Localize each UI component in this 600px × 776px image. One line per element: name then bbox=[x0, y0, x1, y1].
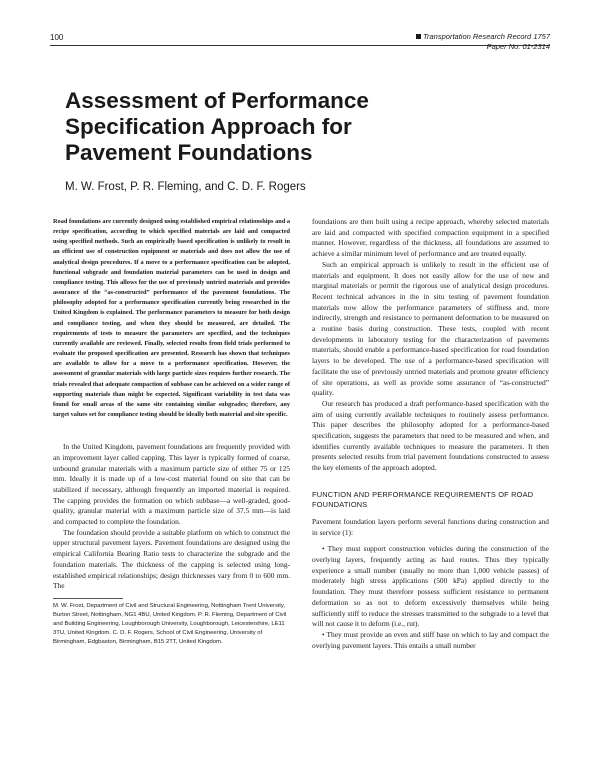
right-column bbox=[312, 217, 549, 651]
header-rule bbox=[50, 45, 550, 46]
section-intro: Pavement foundation layers perform several functions during construction and in service (1): bbox=[312, 516, 549, 537]
footnote-rule bbox=[53, 598, 123, 599]
journal-name: Transportation Research Record 1757 bbox=[422, 32, 550, 41]
body-paragraph: The foundation should provide a suitable platform on which to construct the upper structural pavement layers. Pavement foundations are designed using the empirical California Bearing Ratio tests to characterize the subgrade and the foundation materials. The thickness of the capping is selected using long-established empirical relationships; design thicknesses vary from 0 to 600 mm. The bbox=[53, 527, 290, 591]
body-paragraph: foundations are then built using a recipe approach, whereby selected materials are laid and compacted with specified compaction equipment in a specified manner. However, regardless of the thickness, all foundations are assumed to achieve a similar minimum level of performance and are treated equally. bbox=[312, 217, 549, 259]
bullet-item: • They must support construction vehicles during the construction of the overlying layers, frequently acting as haul routes. Thus they typically experience a small number (usually no more than 1,000 vehicle passes) of moderately high stress applications (500 kPa) applied directly to the foundation. They must therefore possess sufficient resistance to permanent deformation so as not to deform excessively themselves while being sufficiently stiff to reduce the stresses transmitted to the subgrade to a level that will not cause it to deform (i.e., rut). bbox=[312, 544, 549, 629]
authors: M. W. Frost, P. R. Fleming, and C. D. F. Rogers bbox=[65, 181, 306, 193]
left-column bbox=[53, 217, 290, 647]
paper-title: Assessment of Performance Specification Approach for Pavement Foundations bbox=[65, 88, 369, 165]
journal-header bbox=[416, 32, 550, 52]
body-paragraph: In the United Kingdom, pavement foundations are frequently provided with an improvement layer called capping. This layer is typically formed of coarse, unbound granular materials with a maximum particle size of either 75 or 125 mm. Ideally it is made up of a low-cost material found on site that can be stabilized if necessary, although frequently an imported material is required. The capping provides the formation on which subbase—a well-graded, good-quality, granular material with a maximum particle size of 37.5 mm—is laid and compacted to complete the foundation. bbox=[53, 442, 290, 527]
body-paragraph: Our research has produced a draft performance-based specification with the aim of using currently available techniques to routinely assess performance. This paper describes the philosophy adopted for a performance-based specification, suggests the parameters that need to be measured and when, and identifies currently available techniques to measure the parameters. It then presents selected results from trial pavement foundations constructed to assess the key elements of the approach adopted. bbox=[312, 398, 549, 473]
abstract: Road foundations are currently designed using established empirical relationships and a recipe specification, according to which specified materials are laid and compacted using specified methods. Such an empirically based specification is unlikely to result in an efficient use of construction equipment or materials and does not allow the use of analytical design procedures. If a move to a performance specification can be adopted, functional subgrade and foundation material parameters can be used in design and compliance testing. This allows for the use of previously untried materials and provides assurance of the “as-constructed” performance of the pavement foundations. The philosophy adopted for a performance specification currently being researched in the United Kingdom is explained. The performance parameters to measure for both design and compliance testing, and when they should be measured, are detailed. The requirements of tests to measure the parameters are specified, and the techniques currently available are reviewed. Finally, selected results from field trials performed to evaluate the proposed specification are presented. Research has shown that techniques are available to allow for a move to a performance specification. However, the assessment of granular materials with large particle sizes requires further research. The trials revealed that adequate compaction of subbase can be achieved on a wider range of supporting materials than might be expected. Significant variability in test data was found for small areas of the same site containing similar subgrades; therefore, any target values set for compliance testing should be ideally both material and site specific. bbox=[53, 218, 290, 418]
body-paragraph: Such an empirical approach is unlikely to result in the efficient use of materials and equipment. It does not easily allow for the use of new and marginal materials or permit the rigorous use of analytical design procedures. Recent technical advances in the in situ testing of pavement foundation materials now allow the performance parameters of stiffness and, more indirectly, strength and resistance to permanent deformation to be measured on a routine basis during construction. These tests, coupled with recent developments in laboratory testing for the characterization of pavements materials, should enable a performance-based specification for road foundation layers to be developed. The use of a performance-based specification will facilitate the use of previously untried materials and promote greater efficiency of site operations, as well as provide some assurance of “as-constructed” quality. bbox=[312, 259, 549, 398]
page-number: 100 bbox=[50, 33, 64, 42]
paper-number: Paper No. 01-2314 bbox=[486, 42, 550, 51]
author-affiliations: M. W. Frost, Department of Civil and Structural Engineering, Nottingham Trent University, Burton Street, Nottingham, NG1 4BU, United Kingdom. P. R. Fleming, Department of Civil and Building Engineering, Loughborough University, Loughborough, Leicestershire, LE11 3TU, United Kingdom. C. D. F. Rogers, School of Civil Engineering, University of Birmingham, Edgbaston, Birmingham, B15 2TT, United Kingdom. bbox=[53, 602, 287, 646]
section-heading: FUNCTION AND PERFORMANCE REQUIREMENTS OF ROAD FOUNDATIONS bbox=[312, 489, 534, 510]
square-bullet-icon bbox=[416, 34, 421, 39]
bullet-item: • They must provide an even and stiff base on which to lay and compact the overlying pavement layers. This entails a small number bbox=[312, 629, 549, 650]
